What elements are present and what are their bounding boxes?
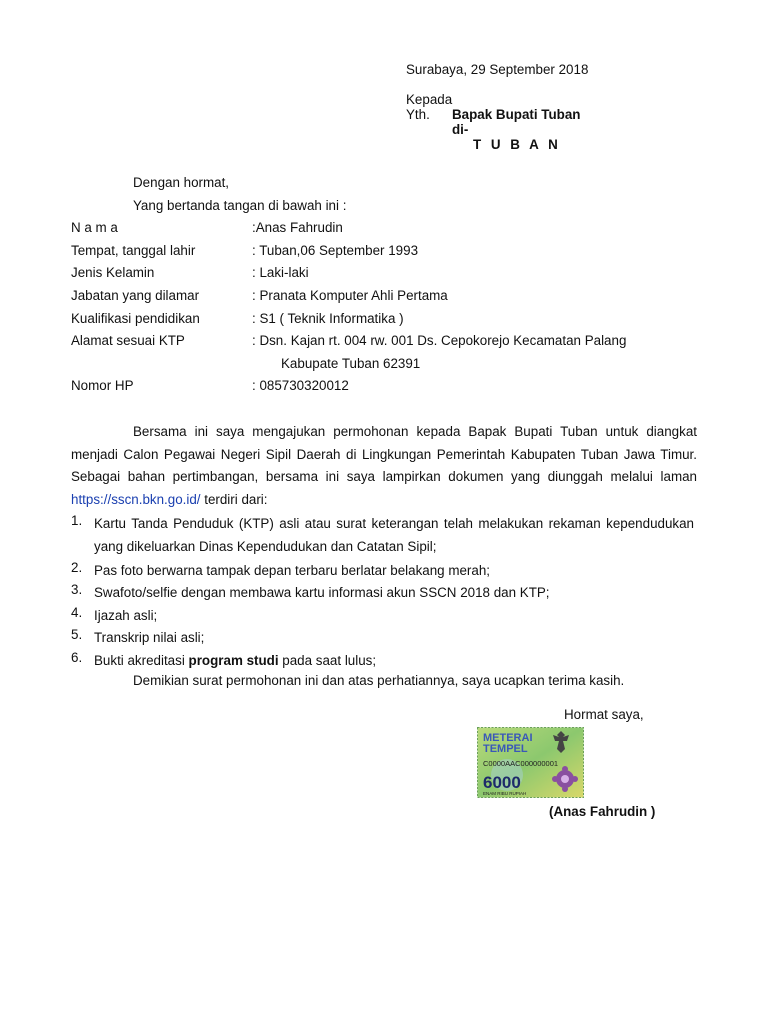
list-text: Ijazah asli; — [94, 608, 158, 623]
stamp-title-2: TEMPEL — [483, 743, 528, 755]
stamp-serial: C0000AAC000000001 — [483, 759, 559, 768]
closing-text: Demikian surat permohonan ini dan atas perhatiannya, saya ucapkan terima kasih. — [133, 673, 625, 688]
field-value: : Laki-laki — [252, 265, 309, 280]
body-text-end: terdiri dari: — [200, 491, 268, 507]
list-text: Transkrip nilai asli; — [94, 630, 205, 645]
field-label: Kualifikasi pendidikan — [71, 311, 200, 326]
meterai-stamp-graphic — [477, 727, 584, 798]
list-text: Swafoto/selfie dengan membawa kartu informasi akun SSCN 2018 dan KTP; — [94, 585, 550, 600]
list-text: Kartu Tanda Penduduk (KTP) asli atau surat keterangan telah melakukan rekaman kependudukan yang dikeluarkan Dinas Kependudukan dan Catatan Sipil; — [94, 516, 694, 554]
stamp-title-1: METERAI — [483, 732, 533, 744]
field-label: Jenis Kelamin — [71, 265, 155, 280]
place-date: Surabaya, 29 September 2018 — [406, 62, 589, 77]
list-number: 4. — [71, 605, 83, 620]
field-row-address — [71, 333, 711, 353]
body-paragraph — [71, 421, 697, 511]
field-label: N a m a — [71, 220, 118, 235]
field-row-gender — [71, 265, 711, 285]
field-value: : Tuban,06 September 1993 — [252, 243, 419, 258]
yth-label: Yth. — [406, 107, 430, 122]
field-value-address-line2: Kabupate Tuban 62391 — [281, 356, 421, 371]
list-number: 2. — [71, 560, 83, 575]
field-value: : Dsn. Kajan rt. 004 rw. 001 Ds. Cepokorejo Kecamatan Palang — [252, 333, 627, 348]
recipient-di: di- — [452, 122, 469, 137]
field-row-birth — [71, 243, 711, 263]
field-row-name — [71, 220, 711, 240]
signature-name: (Anas Fahrudin ) — [549, 804, 656, 819]
field-value: :Anas Fahrudin — [252, 220, 343, 235]
field-label: Jabatan yang dilamar — [71, 288, 200, 303]
list-text-bold: program studi — [188, 653, 279, 668]
field-row-phone — [71, 378, 711, 398]
list-text — [94, 650, 694, 673]
field-label: Alamat sesuai KTP — [71, 333, 185, 348]
list-number: 6. — [71, 650, 83, 665]
list-number: 3. — [71, 582, 83, 597]
stamp-amount-text: ENAM RIBU RUPIAH — [483, 791, 527, 796]
stamp-amount: 6000 — [483, 773, 521, 792]
kepada-label: Kepada — [406, 92, 453, 107]
regards-text: Hormat saya, — [564, 707, 644, 722]
recipient-city: T U B A N — [473, 137, 561, 152]
field-row-position — [71, 288, 711, 308]
intro-line: Yang bertanda tangan di bawah ini : — [133, 198, 347, 213]
list-number: 1. — [71, 513, 83, 528]
meterai-stamp — [477, 727, 584, 798]
list-text-end: pada saat lulus; — [278, 653, 377, 668]
field-value: : S1 ( Teknik Informatika ) — [252, 311, 404, 326]
field-value: : 085730320012 — [252, 378, 349, 393]
list-text: Pas foto berwarna tampak depan terbaru berlatar belakang merah; — [94, 563, 491, 578]
list-number: 5. — [71, 627, 83, 642]
recipient-name: Bapak Bupati Tuban — [452, 107, 581, 122]
field-row-education — [71, 311, 711, 331]
sscn-link[interactable]: https://sscn.bkn.go.id/ — [71, 491, 201, 507]
list-text-start: Bukti akreditasi — [94, 653, 189, 668]
field-label: Nomor HP — [71, 378, 134, 393]
greeting: Dengan hormat, — [133, 175, 230, 190]
field-value: : Pranata Komputer Ahli Pertama — [252, 288, 448, 303]
body-text: Bersama ini saya mengajukan permohonan kepada Bapak Bupati Tuban untuk diangkat menjadi Calon Pegawai Negeri Sipil Daerah di Lingkungan Pemerintah Kabupaten Tuban Jawa Timur. Sebagai bahan pertimbangan, bersama ini saya lampirkan dokumen yang diunggah melalui laman — [71, 424, 697, 484]
field-label: Tempat, tanggal lahir — [71, 243, 196, 258]
